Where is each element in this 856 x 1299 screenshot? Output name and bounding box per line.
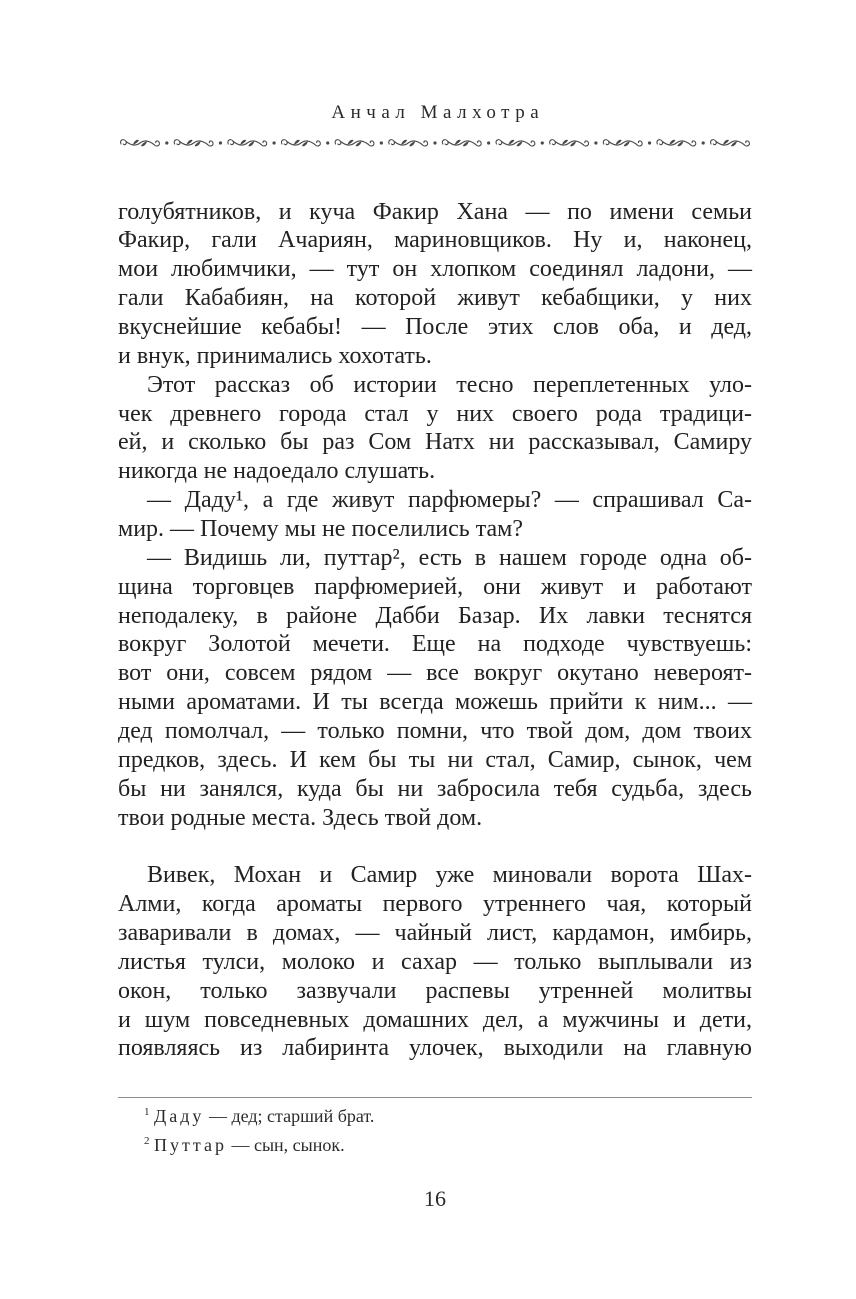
text-line: гали Кабабиян, на которой живут кебабщики, у них	[118, 285, 752, 312]
text-line: и шум повседневных домашних дел, а мужчины и дети,	[118, 1006, 752, 1033]
footnote-definition: — сын, сынок.	[231, 1134, 345, 1155]
ornament-motif	[121, 140, 160, 147]
text-line: появляясь из лабиринта улочек, выходили на главную	[118, 1035, 752, 1062]
text-line: твои родные места. Здесь твой дом.	[118, 804, 483, 831]
text-line: вот они, совсем рядом — все вокруг окутано невероят-	[118, 660, 752, 687]
ornament-motif	[335, 140, 374, 147]
ornament-motif	[281, 140, 320, 147]
running-title: Анчал Малхотра	[331, 102, 545, 123]
ornament-dot	[433, 141, 436, 144]
text-line: Факир, гали Ачариян, мариновщиков. Ну и, наконец,	[118, 227, 752, 254]
text-line: предков, здесь. И кем бы ты ни стал, Самир, сынок, чем	[118, 746, 752, 773]
text-line: Вивек, Мохан и Самир уже миновали ворота Шах-	[147, 862, 752, 889]
text-line: мир. — Почему мы не поселились там?	[118, 515, 524, 542]
text-line: мои любимчики, — тут он хлопком соединял ладони, —	[118, 256, 752, 283]
text-line: — Даду¹, а где живут парфюмеры? — спрашивал Са-	[147, 487, 752, 514]
section-break	[118, 832, 752, 861]
footnote	[118, 1102, 752, 1131]
footnote-separator	[118, 1097, 752, 1098]
text-line: ными ароматами. И ты всегда можешь прийти к ним... —	[118, 689, 752, 716]
footnote-marker: 2	[144, 1134, 150, 1147]
paragraph	[118, 371, 752, 486]
paragraph	[118, 544, 752, 833]
ornament-motif	[657, 140, 696, 147]
ornament-motif	[228, 140, 267, 147]
ornament-dot	[272, 141, 275, 144]
ornament-dot	[648, 141, 651, 144]
ornament-motif	[550, 140, 589, 147]
text-line: листья тулси, молоко и сахар — только выплывали из	[118, 948, 752, 975]
ornament-dot	[702, 141, 705, 144]
text-line: ей, и сколько бы раз Сом Натх ни рассказывал, Самиру	[118, 429, 752, 456]
ornament-motif	[603, 140, 642, 147]
text-line: бы ни занялся, куда бы ни забросила тебя судьба, здесь	[118, 775, 752, 802]
ornament-dot	[219, 141, 222, 144]
ornament-motif	[496, 140, 535, 147]
page-number: 16	[424, 1186, 446, 1211]
text-line: неподалеку, в районе Дабби Базар. Их лавки теснятся	[118, 602, 752, 629]
paragraph	[118, 861, 752, 1063]
text-line: и внук, принимались хохотать.	[118, 342, 432, 369]
paragraph	[118, 198, 752, 371]
body-text	[118, 198, 752, 1064]
text-line: Алми, когда ароматы первого утреннего чая, который	[118, 891, 752, 918]
ornament-motif	[442, 140, 481, 147]
ornament-dot	[594, 141, 597, 144]
footnote-marker: 1	[144, 1105, 150, 1118]
ornament-motif	[389, 140, 428, 147]
paragraph	[118, 486, 752, 544]
text-line: чек древнего города стал у них своего рода традици-	[118, 400, 752, 427]
text-line: щина торговцев парфюмерией, они живут и работают	[118, 573, 752, 600]
footnote-definition: — дед; старший брат.	[208, 1105, 375, 1126]
ornament-motif	[711, 140, 750, 147]
text-line: — Видишь ли, путтар², есть в нашем городе одна об-	[147, 544, 752, 571]
text-line: голубятников, и куча Факир Хана — по имени семьи	[118, 198, 752, 225]
header-ornament	[118, 136, 752, 150]
ornament-dot	[380, 141, 383, 144]
text-line: заваривали в домах, — чайный лист, кардамон, имбирь,	[118, 919, 752, 946]
text-line: Этот рассказ об истории тесно переплетенных уло-	[147, 371, 752, 398]
text-line: дед помолчал, — только помни, что твой дом, дом твоих	[118, 717, 752, 744]
text-line: вокруг Золотой мечети. Еще на подходе чувствуешь:	[118, 631, 752, 658]
footnotes	[118, 1102, 752, 1160]
ornament-dot	[165, 141, 168, 144]
ornament-dot	[541, 141, 544, 144]
text-line: никогда не надоедало слушать.	[118, 458, 436, 485]
footnote-term: Путтар	[154, 1134, 227, 1155]
footnote	[118, 1131, 752, 1160]
text-line: вкуснейшие кебабы! — После этих слов оба, и дед,	[118, 313, 752, 340]
footnote-term: Даду	[154, 1105, 205, 1126]
text-line: окон, только зазвучали распевы утренней молитвы	[118, 977, 752, 1004]
ornament-dot	[487, 141, 490, 144]
ornament-motif	[174, 140, 213, 147]
ornament-dot	[326, 141, 329, 144]
